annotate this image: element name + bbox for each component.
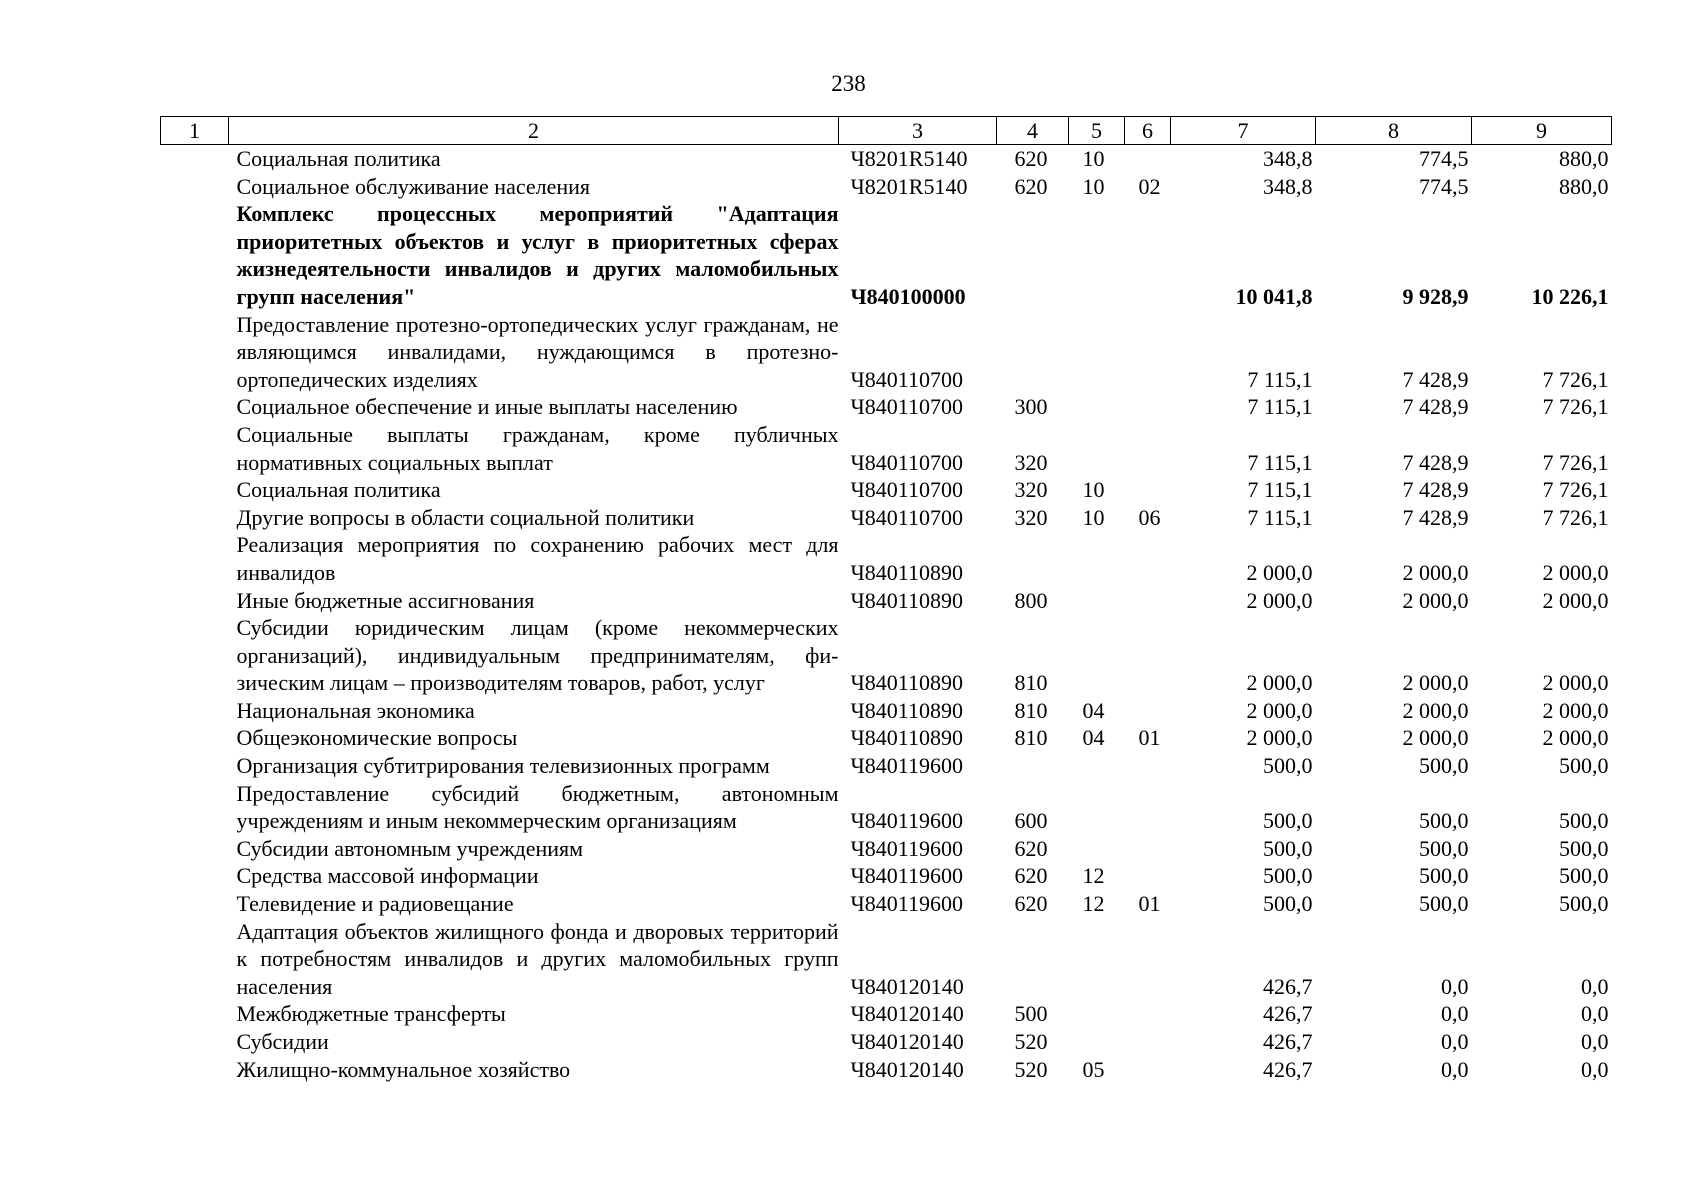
section-code: 04: [1082, 697, 1105, 723]
amount-col8: 7 428,9: [1402, 477, 1469, 503]
amount-col9: 2 000,0: [1542, 670, 1609, 696]
target-code: Ч840120140: [850, 1029, 964, 1054]
row-name: Социальное обеспечение и иные выплаты населению: [236, 394, 738, 420]
row-name: Жилищно-коммунальное хозяйство: [236, 1056, 571, 1082]
row-name: Субсидии автономным учреждениям: [236, 835, 584, 861]
subsection-code: [1125, 421, 1171, 476]
subsection-code: 01: [1138, 891, 1161, 917]
section-code: [1069, 918, 1125, 1001]
amount-col8: 2 000,0: [1402, 587, 1469, 613]
target-code: Ч840110700: [850, 504, 963, 530]
amount-col7: 426,7: [1263, 1001, 1313, 1027]
target-code: Ч840110890: [850, 587, 963, 613]
amount-col8: 774,5: [1419, 146, 1469, 171]
amount-col8: 0,0: [1441, 973, 1469, 999]
subsection-code: [1125, 311, 1171, 394]
amount-col9: 2 000,0: [1542, 587, 1609, 613]
subsection-code: [1125, 1000, 1171, 1028]
amount-col8: 7 428,9: [1402, 449, 1469, 475]
section-code: [1069, 1028, 1125, 1056]
amount-col8: 9 928,9: [1402, 283, 1469, 309]
empty-cell: [161, 1028, 229, 1056]
table-row: [161, 173, 1612, 201]
empty-cell: [161, 614, 229, 697]
section-code: [1069, 311, 1125, 394]
row-name: Социальная политика: [236, 477, 441, 503]
table-header: [161, 117, 1612, 145]
table-row: [161, 200, 1612, 310]
table-row: [161, 476, 1612, 504]
expense-type: [997, 918, 1069, 1001]
expense-type: 520: [1014, 1056, 1048, 1082]
column-header: 7: [1171, 117, 1316, 145]
table-row: [161, 1000, 1612, 1028]
amount-col7: 7 115,1: [1247, 366, 1313, 392]
row-name: Комплекс процессных мероприятий "Адаптация приоритетных объектов и услуг в приоритетных сферах жизнедеятельности инвалидов и других маломобильных групп населения": [236, 201, 839, 309]
section-code: [1069, 780, 1125, 835]
expense-type: 620: [1014, 835, 1048, 861]
row-name: Реализация мероприятия по сохранению рабочих мест для инвалидов: [236, 532, 839, 585]
row-name: Субсидии юридическим лицам (кроме некоммерческих организаций), индивидуальным предпринимателям, физическим лицам – производителям товаров, работ, услуг: [236, 615, 839, 696]
amount-col8: 7 428,9: [1402, 366, 1469, 392]
table-row: [161, 145, 1612, 173]
expense-type: 800: [1014, 587, 1048, 613]
expense-type: [997, 311, 1069, 394]
table-row: [161, 311, 1612, 394]
amount-col9: 0,0: [1581, 1029, 1609, 1054]
row-name: Национальная экономика: [236, 697, 475, 723]
table-row: [161, 835, 1612, 863]
section-code: 10: [1082, 504, 1105, 530]
amount-col8: 2 000,0: [1402, 670, 1469, 696]
empty-cell: [161, 200, 229, 310]
amount-col8: 0,0: [1441, 1029, 1469, 1054]
target-code: Ч8201R5140: [850, 173, 968, 199]
amount-col8: 0,0: [1441, 1001, 1469, 1027]
subsection-code: [1125, 918, 1171, 1001]
expense-type: [997, 531, 1069, 586]
empty-cell: [161, 531, 229, 586]
subsection-code: [1125, 393, 1171, 421]
section-code: 04: [1082, 725, 1105, 751]
amount-col7: 2 000,0: [1246, 725, 1313, 751]
empty-cell: [161, 697, 229, 725]
subsection-code: 01: [1138, 725, 1161, 751]
amount-col9: 500,0: [1559, 753, 1609, 779]
table-row: [161, 1056, 1612, 1084]
empty-cell: [161, 476, 229, 504]
amount-col9: 880,0: [1559, 146, 1609, 171]
section-code: 10: [1082, 146, 1105, 171]
table-row: [161, 918, 1612, 1001]
subsection-code: [1125, 780, 1171, 835]
amount-col9: 0,0: [1581, 973, 1609, 999]
budget-table: [160, 116, 1612, 1083]
empty-cell: [161, 724, 229, 752]
target-code: Ч840100000: [850, 283, 966, 309]
table-body: [161, 145, 1612, 1084]
empty-cell: [161, 780, 229, 835]
section-code: 12: [1082, 863, 1105, 889]
amount-col8: 2 000,0: [1402, 725, 1469, 751]
amount-col9: 7 726,1: [1542, 366, 1609, 392]
section-code: [1069, 200, 1125, 310]
amount-col7: 500,0: [1263, 753, 1313, 779]
amount-col9: 0,0: [1581, 1056, 1609, 1082]
subsection-code: [1125, 476, 1171, 504]
row-name: Общеэкономические вопросы: [236, 725, 518, 751]
empty-cell: [161, 890, 229, 918]
subsection-code: [1125, 200, 1171, 310]
expense-type: 520: [1014, 1029, 1048, 1054]
amount-col7: 426,7: [1263, 1056, 1313, 1082]
table-row: [161, 697, 1612, 725]
amount-col7: 7 115,1: [1247, 504, 1313, 530]
expense-type: 320: [1014, 477, 1048, 503]
target-code: Ч840110700: [850, 394, 963, 420]
target-code: Ч840119600: [850, 891, 963, 917]
expense-type: 600: [1014, 808, 1048, 834]
amount-col9: 7 726,1: [1542, 449, 1609, 475]
row-name: Организация субтитрирования телевизионных программ: [236, 753, 770, 779]
expense-type: 300: [1014, 394, 1048, 420]
empty-cell: [161, 918, 229, 1001]
column-header: 8: [1316, 117, 1472, 145]
target-code: Ч840110890: [850, 725, 963, 751]
amount-col8: 500,0: [1419, 808, 1469, 834]
section-code: [1069, 752, 1125, 780]
amount-col8: 2 000,0: [1402, 697, 1469, 723]
column-number-row: [161, 117, 1612, 145]
column-header: 3: [839, 117, 997, 145]
table-row: [161, 780, 1612, 835]
expense-type: [997, 752, 1069, 780]
expense-type: [997, 200, 1069, 310]
empty-cell: [161, 587, 229, 615]
amount-col7: 348,8: [1263, 146, 1313, 171]
empty-cell: [161, 145, 229, 173]
table-row: [161, 752, 1612, 780]
target-code: Ч840119600: [850, 808, 963, 834]
column-header: 6: [1125, 117, 1171, 145]
empty-cell: [161, 835, 229, 863]
subsection-code: [1125, 835, 1171, 863]
amount-col8: 7 428,9: [1402, 504, 1469, 530]
expense-type: 320: [1014, 504, 1048, 530]
target-code: Ч840110700: [850, 477, 963, 503]
amount-col7: 10 041,8: [1235, 283, 1313, 309]
amount-col9: 2 000,0: [1542, 725, 1609, 751]
empty-cell: [161, 311, 229, 394]
amount-col9: 500,0: [1559, 891, 1609, 917]
page-number: 238: [831, 71, 866, 96]
row-name: Предоставление протезно-ортопедических услуг гражданам, не являющимся инвалидами, нуждающимся в протезно-ортопедических изделиях: [236, 311, 839, 392]
amount-col9: 7 726,1: [1542, 394, 1609, 420]
amount-col8: 0,0: [1441, 1056, 1469, 1082]
amount-col8: 500,0: [1419, 863, 1469, 889]
expense-type: 620: [1014, 863, 1048, 889]
subsection-code: [1125, 587, 1171, 615]
amount-col7: 7 115,1: [1247, 394, 1313, 420]
section-code: [1069, 393, 1125, 421]
row-name: Субсидии: [236, 1029, 329, 1054]
amount-col9: 7 726,1: [1542, 504, 1609, 530]
subsection-code: 06: [1138, 504, 1161, 530]
empty-cell: [161, 393, 229, 421]
amount-col9: 2 000,0: [1542, 697, 1609, 723]
section-code: [1069, 531, 1125, 586]
row-name: Другие вопросы в области социальной политики: [236, 504, 695, 530]
column-header: 5: [1069, 117, 1125, 145]
target-code: Ч840110700: [850, 366, 963, 392]
column-header: 9: [1472, 117, 1612, 145]
subsection-code: [1125, 1056, 1171, 1084]
table-row: [161, 890, 1612, 918]
amount-col9: 500,0: [1559, 808, 1609, 834]
table-row: [161, 587, 1612, 615]
empty-cell: [161, 862, 229, 890]
amount-col8: 500,0: [1419, 835, 1469, 861]
expense-type: 810: [1014, 725, 1048, 751]
section-code: 10: [1082, 477, 1105, 503]
row-name: Телевидение и радиовещание: [236, 891, 514, 917]
row-name: Средства массовой информации: [236, 863, 539, 889]
empty-cell: [161, 1000, 229, 1028]
target-code: Ч840119600: [850, 753, 963, 779]
amount-col7: 500,0: [1263, 891, 1313, 917]
subsection-code: [1125, 862, 1171, 890]
target-code: Ч840120140: [850, 973, 964, 999]
target-code: Ч840120140: [850, 1001, 964, 1027]
expense-type: 320: [1014, 449, 1048, 475]
expense-type: 620: [1014, 146, 1048, 171]
section-code: 05: [1082, 1056, 1105, 1082]
table-row: [161, 504, 1612, 532]
section-code: [1069, 587, 1125, 615]
column-header: 2: [229, 117, 839, 145]
table-row: [161, 862, 1612, 890]
expense-type: 620: [1014, 891, 1048, 917]
empty-cell: [161, 752, 229, 780]
amount-col7: 2 000,0: [1246, 559, 1313, 585]
table-row: [161, 724, 1612, 752]
amount-col9: 2 000,0: [1542, 559, 1609, 585]
target-code: Ч840110890: [850, 670, 963, 696]
subsection-code: [1125, 614, 1171, 697]
empty-cell: [161, 173, 229, 201]
section-code: 10: [1082, 173, 1105, 199]
amount-col9: 500,0: [1559, 863, 1609, 889]
row-name: Социальное обслуживание населения: [236, 173, 591, 199]
empty-cell: [161, 504, 229, 532]
amount-col7: 2 000,0: [1246, 587, 1313, 613]
amount-col7: 500,0: [1263, 863, 1313, 889]
amount-col7: 2 000,0: [1246, 697, 1313, 723]
amount-col8: 2 000,0: [1402, 559, 1469, 585]
subsection-code: [1125, 697, 1171, 725]
subsection-code: [1125, 531, 1171, 586]
table-row: [161, 531, 1612, 586]
table-row: [161, 1028, 1612, 1056]
amount-col9: 0,0: [1581, 1001, 1609, 1027]
target-code: Ч840119600: [850, 863, 963, 889]
column-header: 4: [997, 117, 1069, 145]
expense-type: 500: [1014, 1001, 1048, 1027]
subsection-code: [1125, 752, 1171, 780]
amount-col7: 426,7: [1263, 973, 1313, 999]
amount-col7: 500,0: [1263, 835, 1313, 861]
amount-col8: 500,0: [1419, 891, 1469, 917]
target-code: Ч840119600: [850, 835, 963, 861]
target-code: Ч840120140: [850, 1056, 964, 1082]
subsection-code: 02: [1138, 173, 1161, 199]
section-code: 12: [1082, 891, 1105, 917]
amount-col7: 426,7: [1263, 1029, 1313, 1054]
row-name: Социальная политика: [236, 146, 441, 171]
expense-type: 620: [1014, 173, 1048, 199]
table-row: [161, 421, 1612, 476]
amount-col7: 500,0: [1263, 808, 1313, 834]
row-name: Предоставление субсидий бюджетным, автономным учреждениям и иным некоммерческим организациям: [236, 780, 839, 834]
subsection-code: [1125, 145, 1171, 173]
empty-cell: [161, 421, 229, 476]
amount-col8: 500,0: [1419, 753, 1469, 779]
target-code: Ч840110890: [850, 697, 963, 723]
amount-col9: 7 726,1: [1542, 477, 1609, 503]
section-code: [1069, 835, 1125, 863]
expense-type: 810: [1014, 697, 1048, 723]
row-name: Межбюджетные трансферты: [236, 1001, 506, 1027]
target-code: Ч840110890: [850, 559, 963, 585]
amount-col7: 2 000,0: [1246, 670, 1313, 696]
section-code: [1069, 421, 1125, 476]
empty-cell: [161, 1056, 229, 1084]
amount-col7: 348,8: [1263, 173, 1313, 199]
expense-type: 810: [1014, 670, 1048, 696]
amount-col7: 7 115,1: [1247, 477, 1313, 503]
amount-col9: 880,0: [1559, 173, 1609, 199]
table-row: [161, 393, 1612, 421]
row-name: Адаптация объектов жилищного фонда и дворовых территорий к потребностям инвалидов и других маломобильных групп населения: [236, 918, 839, 999]
amount-col8: 774,5: [1419, 173, 1469, 199]
row-name: Социальные выплаты гражданам, кроме публичных нормативных социальных выплат: [236, 421, 839, 475]
amount-col9: 10 226,1: [1531, 283, 1609, 309]
table-row: [161, 614, 1612, 697]
target-code: Ч8201R5140: [850, 146, 968, 171]
amount-col8: 7 428,9: [1402, 394, 1469, 420]
amount-col7: 7 115,1: [1247, 449, 1313, 475]
subsection-code: [1125, 1028, 1171, 1056]
section-code: [1069, 614, 1125, 697]
section-code: [1069, 1000, 1125, 1028]
column-header: 1: [161, 117, 229, 145]
target-code: Ч840110700: [850, 449, 963, 475]
amount-col9: 500,0: [1559, 835, 1609, 861]
row-name: Иные бюджетные ассигнования: [236, 587, 535, 613]
